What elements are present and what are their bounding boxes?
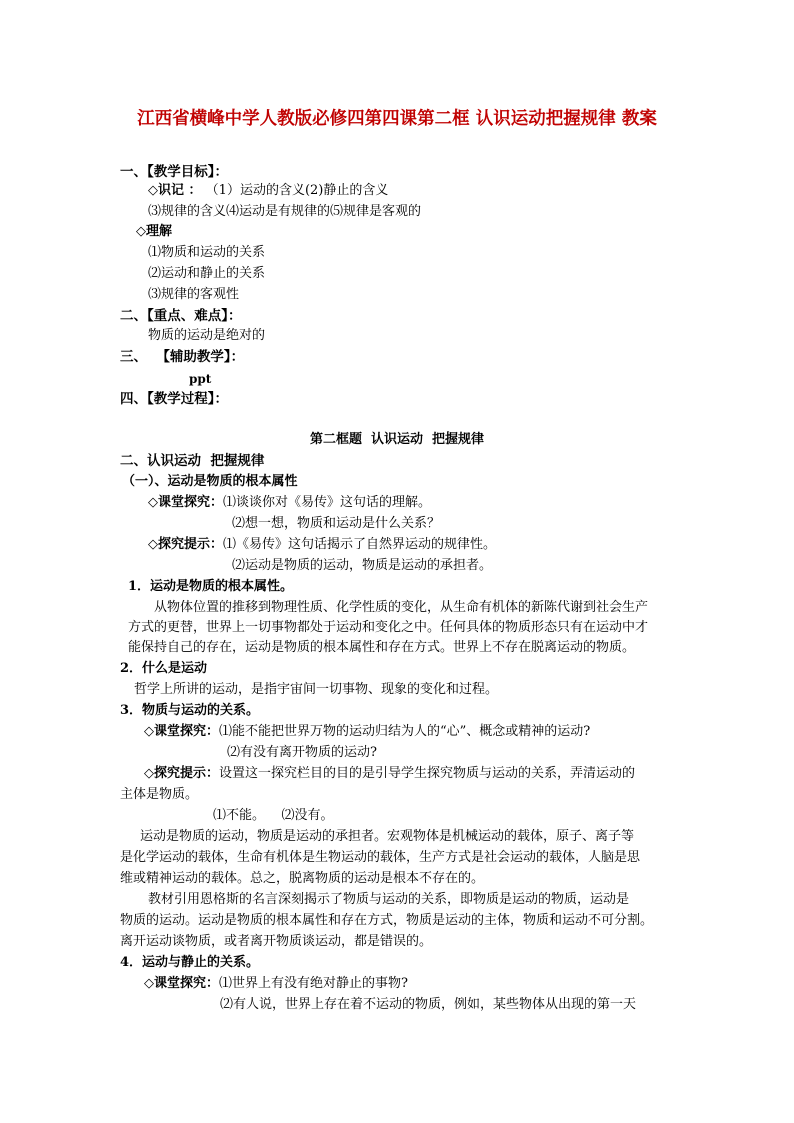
paragraph-line: 从物体位置的推移到物理性质、化学性质的变化，从生命有机体的新陈代谢到社会生产 — [154, 600, 649, 615]
point-4-heading: 4．运动与静止的关系。 — [120, 955, 260, 970]
point-2-text: 哲学上所讲的运动，是指宇宙间一切事物、现象的变化和过程。 — [134, 682, 499, 697]
exploration-question: ⑴能不能把世界万物的运动归结为人的“心”、概念或精神的运动? — [219, 724, 591, 739]
key-points-text: 物质的运动是绝对的 — [148, 328, 266, 343]
hint-label: ◇探究提示： — [144, 766, 219, 781]
exploration-question: ⑴世界上有没有绝对静止的事物? — [219, 976, 408, 991]
exploration-3 — [144, 976, 408, 992]
understand-item: ⑴物质和运动的关系 — [148, 245, 266, 260]
exploration-2 — [144, 724, 590, 740]
hint-1 — [148, 537, 496, 553]
exploration-label: ◇课堂探究： — [148, 495, 223, 510]
paragraph-line: 教材引用恩格斯的名言深刻揭示了物质与运动的关系，即物质是运动的物质，运动是 — [148, 892, 630, 907]
section-key-points-heading: 二、【重点、难点】： — [120, 308, 242, 324]
exploration-label: ◇课堂探究： — [144, 976, 219, 991]
hint-answers: ⑴不能。 ⑵没有。 — [213, 808, 334, 823]
understand-item: ⑵运动和静止的关系 — [148, 266, 266, 281]
hint-2 — [144, 766, 635, 782]
exploration-1 — [148, 495, 431, 511]
document-title: 江西省横峰中学人教版必修四第四课第二框 认识运动把握规律 教案 — [137, 109, 657, 129]
hint-text-continued: 主体是物质。 — [120, 787, 199, 802]
section-teaching-goals-heading: 一、【教学目标】： — [120, 164, 228, 180]
point-2-heading: 2．什么是运动 — [120, 661, 208, 676]
understand-item: ⑶规律的客观性 — [148, 287, 240, 302]
memorize-line-2: ⑶规律的含义⑷运动是有规律的⑸规律是客观的 — [148, 204, 422, 219]
hint-answer: ⑵运动是物质的运动，物质是运动的承担者。 — [232, 558, 493, 573]
paragraph-line: 离开运动谈物质，或者离开物质谈运动，都是错误的。 — [120, 934, 433, 949]
exploration-question: ⑴谈谈你对《易传》这句话的理解。 — [223, 495, 432, 510]
point-1-heading: 1．运动是物质的根本属性。 — [128, 579, 294, 594]
exploration-question: ⑵有人说，世界上存在着不运动的物质，例如，某些物体从出现的第一天 — [220, 997, 637, 1012]
paragraph-line: 维或精神运动的载体。总之，脱离物质的运动是根本不存在的。 — [120, 871, 485, 886]
hint-answer: ⑴《易传》这句话揭示了自然界运动的规律性。 — [223, 537, 497, 552]
exploration-label: ◇课堂探究： — [144, 724, 219, 739]
paragraph-line: 方式的更替，世界上一切事物都处于运动和变化之中。任何具体的物质形态只有在运动中才 — [128, 620, 649, 635]
understand-label: ◇理解 — [136, 224, 172, 239]
paragraph-line: 物质的运动。运动是物质的根本属性和存在方式，物质是运动的主体，物质和运动不可分割。 — [120, 913, 654, 928]
section-aids-heading: 三、 【辅助教学】： — [120, 349, 245, 365]
exploration-question: ⑵有没有离开物质的运动? — [227, 745, 377, 760]
point-3-heading: 3．物质与运动的关系。 — [120, 703, 260, 718]
paragraph-line: 能保持自己的存在，运动是物质的根本属性和存在方式。世界上不存在脱离运动的物质。 — [128, 640, 636, 655]
aids-text: ppt — [189, 372, 212, 386]
memorize-text: （1）运动的含义(2)静止的含义 — [205, 183, 389, 198]
lesson-title: 第二框题 认识运动 把握规律 — [309, 432, 485, 447]
memorize-line — [148, 183, 388, 199]
hint-label: ◇探究提示： — [148, 537, 223, 552]
exploration-question: ⑵想一想，物质和运动是什么关系？ — [232, 516, 441, 531]
paragraph-line: 运动是物质的运动，物质是运动的承担者。宏观物体是机械运动的载体，原子、离子等 — [140, 829, 635, 844]
part-subheading: （一）、运动是物质的根本属性 — [122, 474, 298, 489]
part-heading: 二、认识运动 把握规律 — [120, 453, 265, 469]
section-process-heading: 四、【教学过程】： — [120, 391, 228, 407]
memorize-label: ◇识记 ： — [148, 183, 202, 198]
hint-text: 设置这一探究栏目的目的是引导学生探究物质与运动的关系，弄清运动的 — [219, 766, 636, 781]
paragraph-line: 是化学运动的载体，生命有机体是生物运动的载体，生产方式是社会运动的载体，人脑是思 — [120, 850, 641, 865]
